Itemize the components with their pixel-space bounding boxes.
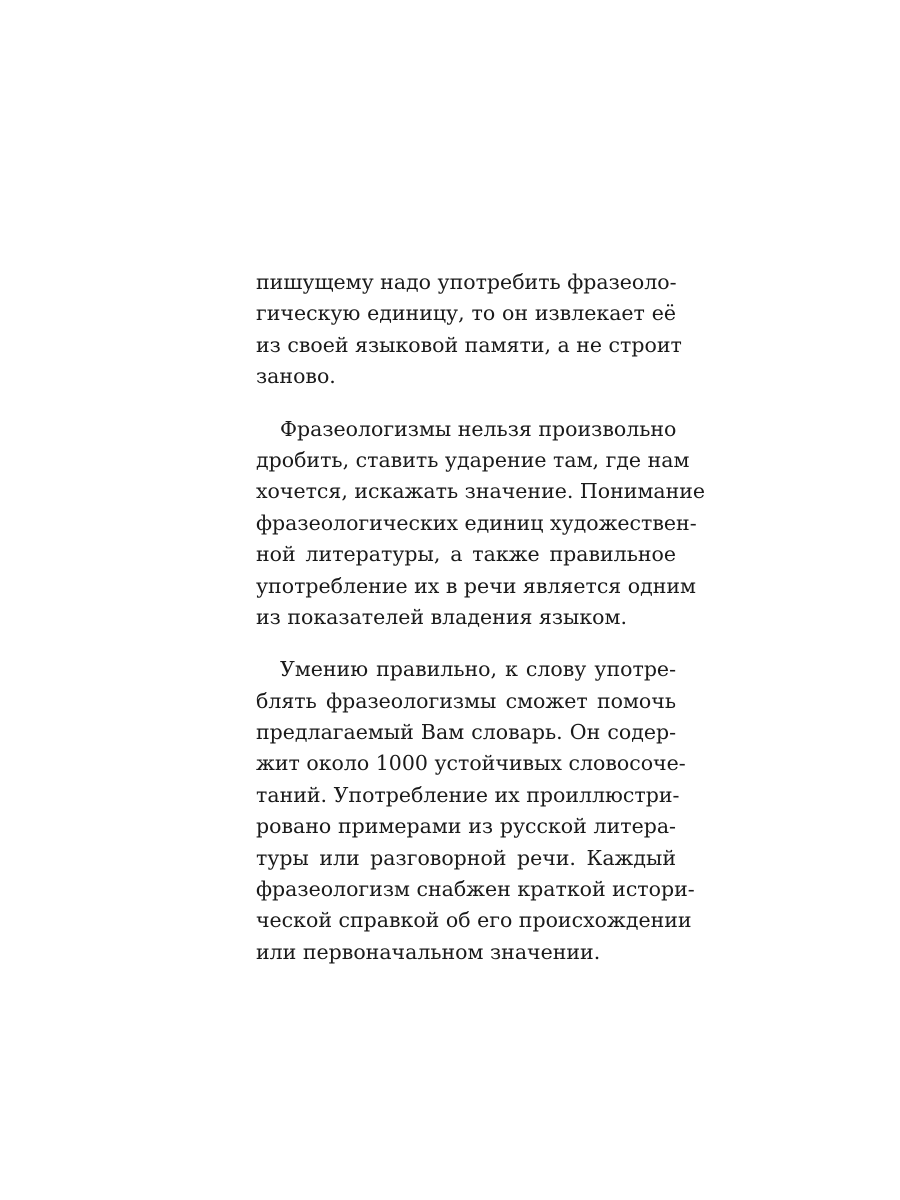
text-line: употребление их в речи является одним [256, 573, 696, 598]
text-line: фразеологизм снабжен краткой истори- [256, 877, 695, 902]
text-line: или первоначальном значении. [256, 939, 601, 964]
text-line: гическую единицу, то он извлекает её [256, 301, 676, 326]
text-line: таний. Употребление их проиллюстри- [256, 782, 680, 807]
text-line: ровано примерами из русской литера- [256, 814, 676, 839]
body-text [256, 267, 706, 989]
text-line: ческой справкой об его происхождении [256, 908, 692, 933]
text-line: блять фразеологизмы сможет помочь [256, 688, 676, 713]
text-line: фразеологических единиц художествен- [256, 510, 697, 535]
text-line: ной литературы, а также правильное [256, 542, 676, 567]
text-line: заново. [256, 364, 336, 389]
paragraph-3 [256, 654, 695, 968]
text-line: дробить, ставить ударение там, где нам [256, 447, 690, 472]
text-line: Умению правильно, к слову употре- [280, 657, 676, 682]
paragraph-2 [256, 414, 706, 634]
text-line: Фразеологизмы нельзя произвольно [280, 416, 677, 441]
text-line: хочется, искажать значение. Понимание [256, 479, 706, 504]
text-line: из своей языковой памяти, а не строит [256, 332, 682, 357]
text-line: жит около 1000 устойчивых словосоче- [256, 751, 686, 776]
text-line: предлагаемый Вам словарь. Он содер- [256, 720, 676, 745]
text-line: из показателей владения языком. [256, 604, 627, 629]
text-line: пишущему надо употребить фразеоло- [256, 270, 677, 294]
text-line: туры или разговорной речи. Каждый [256, 845, 676, 870]
paragraph-1 [256, 267, 682, 393]
